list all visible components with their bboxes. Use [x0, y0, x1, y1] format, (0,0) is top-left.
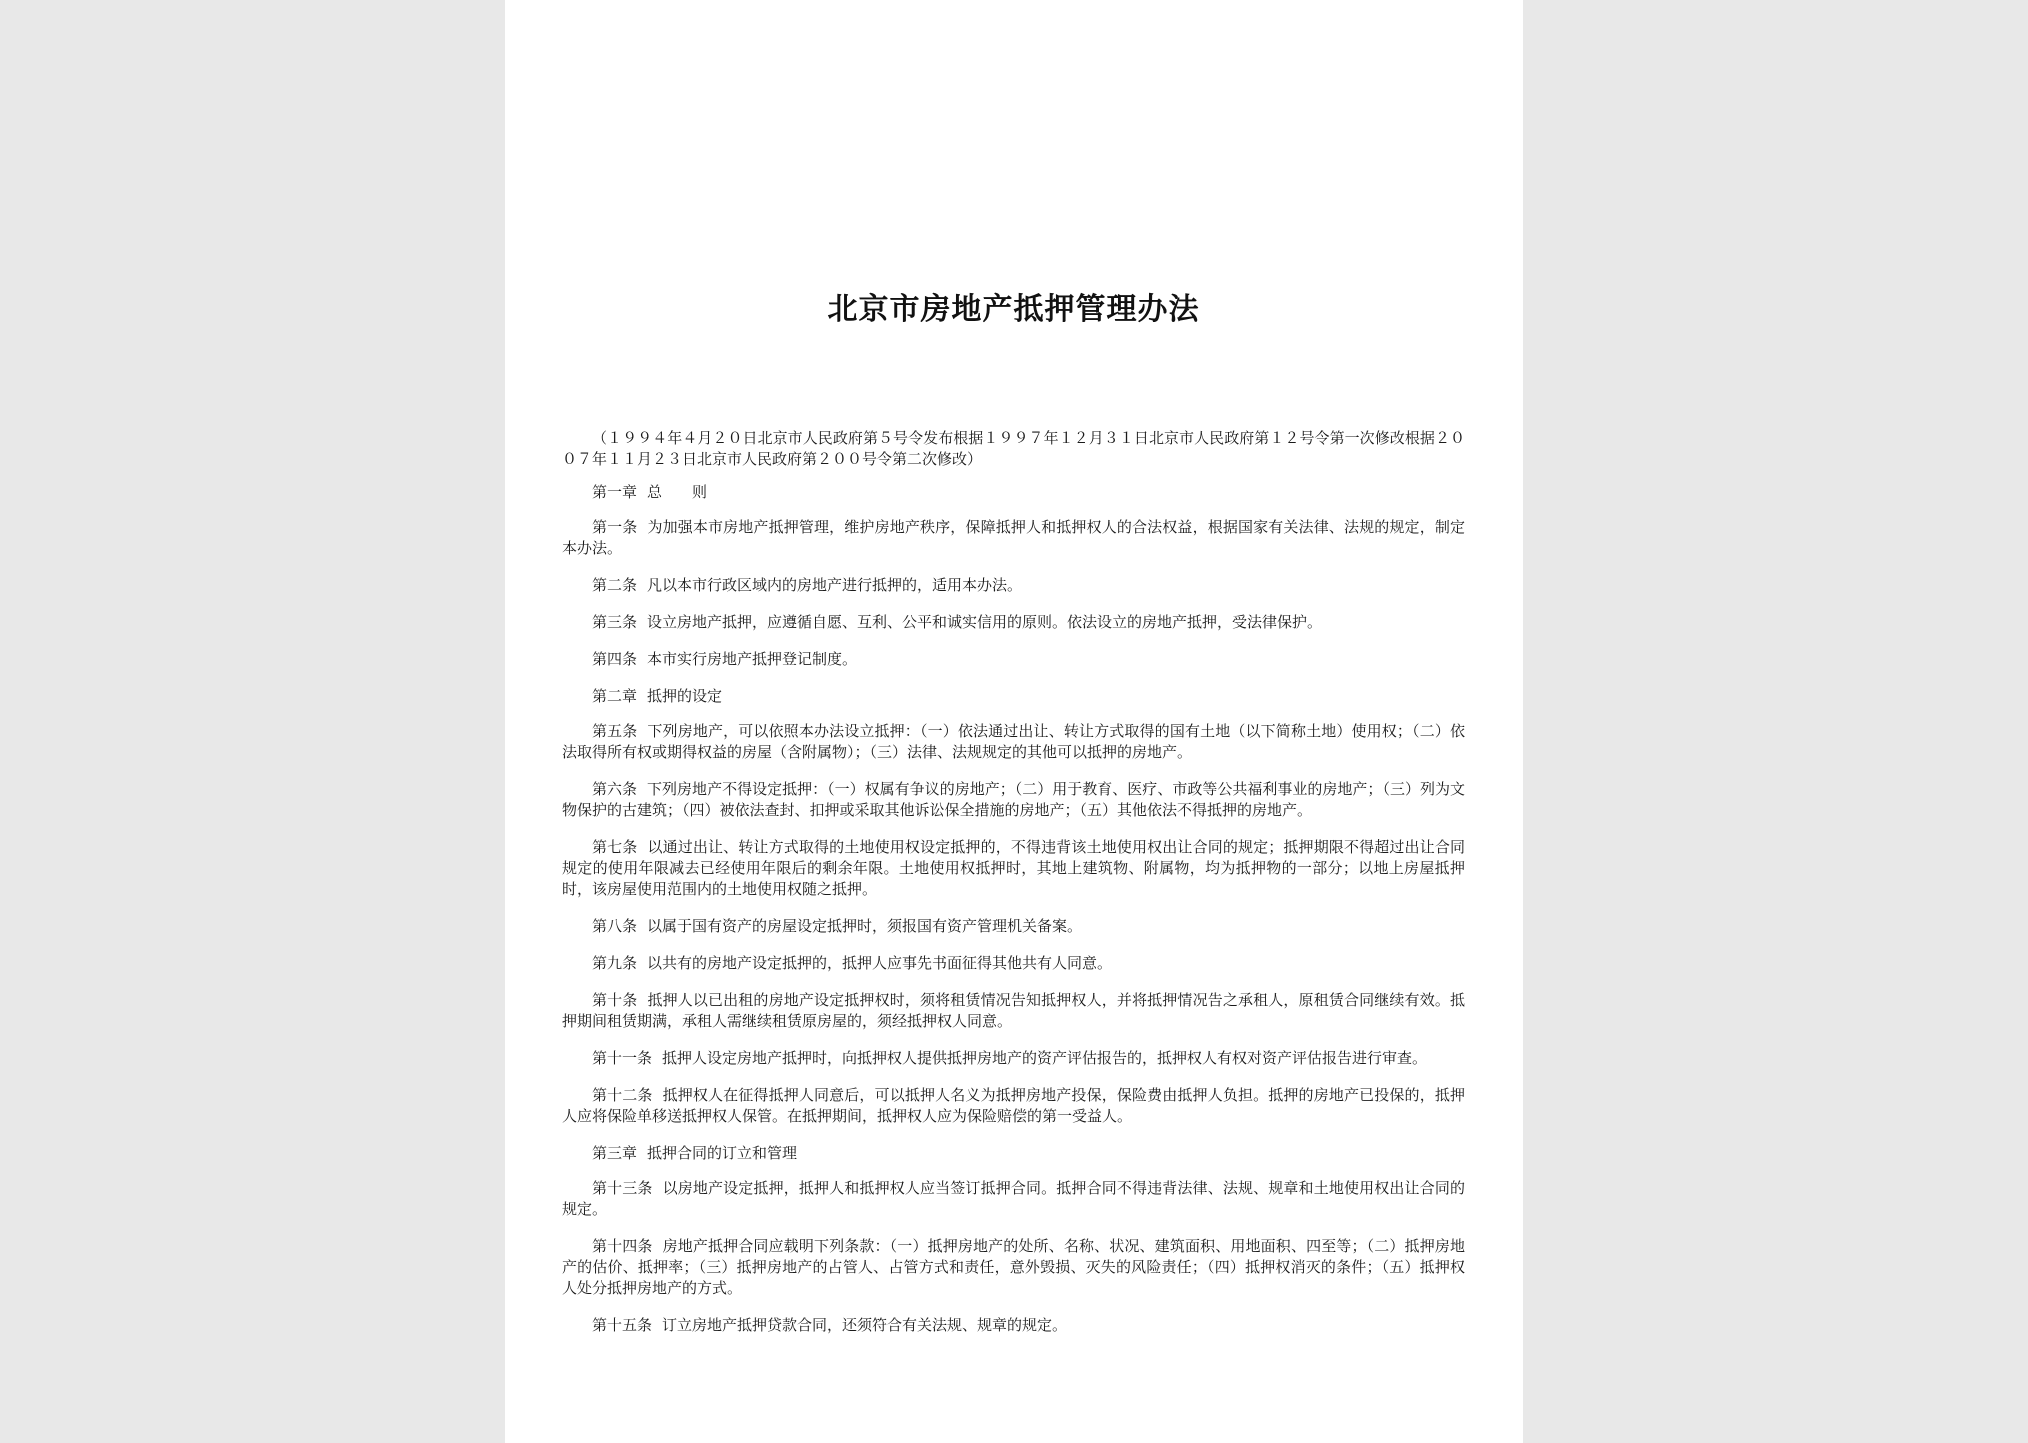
article-paragraph	[562, 575, 1465, 596]
article-number: 第十三条	[592, 1179, 653, 1197]
article-text: 下列房地产，可以依照本办法设立抵押：（一）依法通过出让、转让方式取得的国有土地（以下简称土地）使用权；（二）依法取得所有权或期得权益的房屋（含附属物）；（三）法律、法规规定的其他可以抵押的房地产。	[562, 722, 1465, 761]
article-paragraph	[562, 1048, 1465, 1069]
article-paragraph	[562, 990, 1465, 1032]
article-paragraph	[562, 1236, 1465, 1299]
article-number: 第十五条	[592, 1316, 653, 1334]
article-text: 本市实行房地产抵押登记制度。	[647, 650, 858, 668]
article-paragraph	[562, 916, 1465, 937]
article-text: 以房地产设定抵押，抵押人和抵押权人应当签订抵押合同。抵押合同不得违背法律、法规、规章和土地使用权出让合同的规定。	[562, 1179, 1465, 1218]
article-paragraph	[562, 1315, 1465, 1336]
article-text: 抵押人以已出租的房地产设定抵押权时，须将租赁情况告知抵押权人，并将抵押情况告之承租人，原租赁合同继续有效。抵押期间租赁期满，承租人需继续租赁原房屋的，须经抵押权人同意。	[562, 991, 1465, 1030]
article-paragraph	[562, 837, 1465, 900]
article-text: 凡以本市行政区域内的房地产进行抵押的，适用本办法。	[647, 576, 1023, 594]
chapter-heading	[562, 686, 1465, 707]
chapter-number: 第二章	[592, 687, 638, 705]
document-body	[562, 428, 1465, 1336]
article-text: 以共有的房地产设定抵押的，抵押人应事先书面征得其他共有人同意。	[647, 954, 1113, 972]
chapter-heading	[562, 482, 1465, 503]
chapter-title: 抵押的设定	[647, 687, 723, 705]
article-paragraph	[562, 1178, 1465, 1220]
article-number: 第二条	[592, 576, 638, 594]
article-number: 第十二条	[592, 1086, 653, 1104]
article-text: 抵押人设定房地产抵押时，向抵押权人提供抵押房地产的资产评估报告的，抵押权人有权对资产评估报告进行审查。	[662, 1049, 1428, 1067]
article-text: 房地产抵押合同应载明下列条款：（一）抵押房地产的处所、名称、状况、建筑面积、用地面积、四至等；（二）抵押房地产的估价、抵押率；（三）抵押房地产的占管人、占管方式和责任，意外毁损、灭失的风险责任；（四）抵押权消灭的条件；（五）抵押权人处分抵押房地产的方式。	[562, 1237, 1465, 1297]
article-text: 设立房地产抵押，应遵循自愿、互利、公平和诚实信用的原则。依法设立的房地产抵押，受法律保护。	[647, 613, 1323, 631]
article-number: 第九条	[592, 954, 638, 972]
article-paragraph	[562, 779, 1465, 821]
article-number: 第十一条	[592, 1049, 653, 1067]
article-number: 第六条	[592, 780, 638, 798]
article-text: 为加强本市房地产抵押管理，维护房地产秩序，保障抵押人和抵押权人的合法权益，根据国家有关法律、法规的规定，制定本办法。	[562, 518, 1465, 557]
chapter-title: 总 则	[647, 483, 708, 501]
chapter-heading	[562, 1143, 1465, 1164]
article-number: 第三条	[592, 613, 638, 631]
article-paragraph	[562, 953, 1465, 974]
article-text: 下列房地产不得设定抵押：（一）权属有争议的房地产；（二）用于教育、医疗、市政等公共福利事业的房地产；（三）列为文物保护的古建筑；（四）被依法查封、扣押或采取其他诉讼保全措施的房地产；（五）其他依法不得抵押的房地产。	[562, 780, 1465, 819]
article-text: 抵押权人在征得抵押人同意后，可以抵押人名义为抵押房地产投保，保险费由抵押人负担。抵押的房地产已投保的，抵押人应将保险单移送抵押权人保管。在抵押期间，抵押权人应为保险赔偿的第一受益人。	[562, 1086, 1465, 1125]
revision-note: （１９９４年４月２０日北京市人民政府第５号令发布根据１９９７年１２月３１日北京市人民政府第１２号令第一次修改根据２００７年１１月２３日北京市人民政府第２００号令第二次修改）	[562, 429, 1465, 468]
chapter-number: 第一章	[592, 483, 638, 501]
article-number: 第七条	[592, 838, 638, 856]
article-number: 第十条	[592, 991, 638, 1009]
article-paragraph	[562, 612, 1465, 633]
article-number: 第八条	[592, 917, 638, 935]
article-text: 以属于国有资产的房屋设定抵押时，须报国有资产管理机关备案。	[647, 917, 1083, 935]
article-paragraph	[562, 649, 1465, 670]
article-number: 第五条	[592, 722, 638, 740]
article-text: 订立房地产抵押贷款合同，还须符合有关法规、规章的规定。	[662, 1316, 1068, 1334]
article-paragraph	[562, 517, 1465, 559]
article-paragraph	[562, 721, 1465, 763]
article-number: 第四条	[592, 650, 638, 668]
article-number: 第一条	[592, 518, 638, 536]
article-number: 第十四条	[592, 1237, 653, 1255]
chapter-number: 第三章	[592, 1144, 638, 1162]
article-paragraph	[562, 1085, 1465, 1127]
document-title: 北京市房地产抵押管理办法	[827, 292, 1200, 327]
document-page	[505, 0, 1523, 1443]
article-text: 以通过出让、转让方式取得的土地使用权设定抵押的，不得违背该土地使用权出让合同的规定；抵押期限不得超过出让合同规定的使用年限减去已经使用年限后的剩余年限。土地使用权抵押时，其地上建筑物、附属物，均为抵押物的一部分；以地上房屋抵押时，该房屋使用范围内的土地使用权随之抵押。	[562, 838, 1465, 898]
chapter-title: 抵押合同的订立和管理	[647, 1144, 798, 1162]
